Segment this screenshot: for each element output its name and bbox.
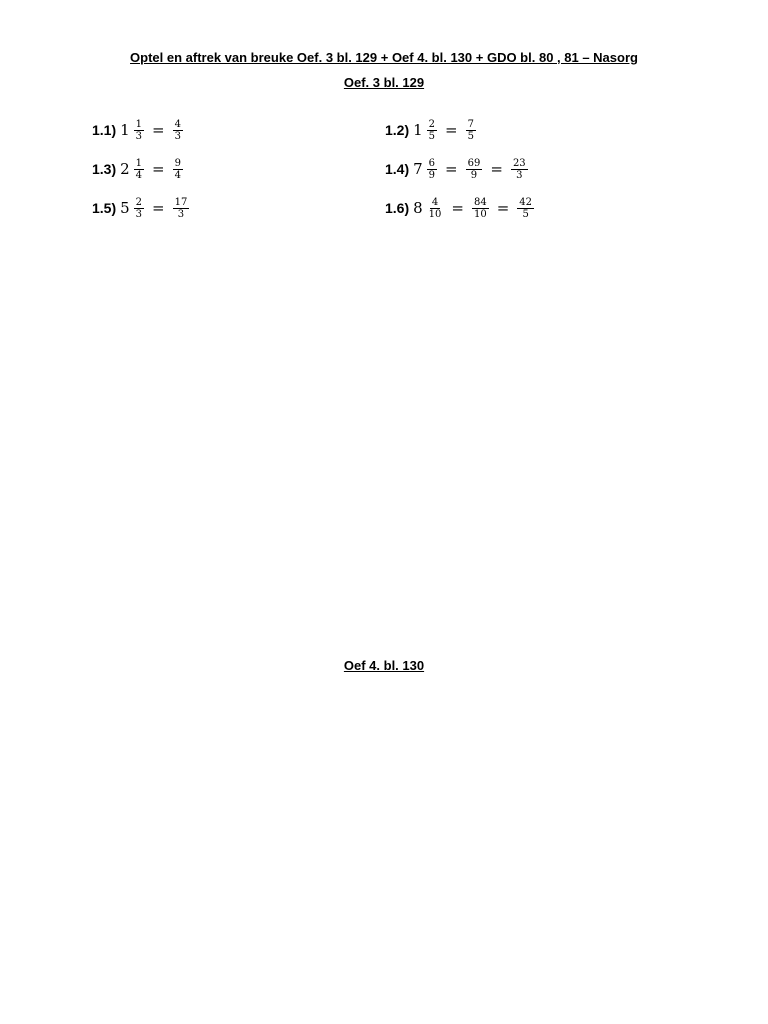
fraction (472, 197, 489, 220)
denominator: 10 (473, 208, 487, 220)
equation-1-1 (92, 112, 185, 148)
fraction (134, 158, 144, 181)
equation-1-5 (92, 190, 191, 226)
whole-number: 5 (120, 199, 130, 217)
numerator: 4 (431, 196, 439, 208)
fraction (134, 119, 144, 142)
denominator: 4 (174, 169, 181, 181)
equation-label: 1.4) (385, 161, 410, 177)
denominator: 3 (174, 130, 181, 142)
equals-sign: = (152, 121, 165, 139)
fraction (134, 197, 144, 220)
fraction (427, 158, 437, 181)
denominator: 5 (467, 130, 474, 142)
equation-1-4 (385, 151, 530, 187)
fraction (466, 158, 483, 181)
numerator: 17 (174, 196, 188, 208)
denominator: 3 (135, 130, 143, 142)
numerator: 2 (428, 118, 436, 130)
equals-sign: = (445, 160, 458, 178)
denominator: 10 (428, 208, 442, 220)
fraction (427, 119, 437, 142)
numerator: 6 (428, 157, 436, 169)
equals-sign: = (152, 160, 165, 178)
denominator: 5 (522, 208, 529, 220)
numerator: 1 (135, 118, 143, 130)
whole-number: 1 (413, 121, 423, 139)
numerator: 69 (467, 157, 481, 169)
numerator: 42 (519, 196, 533, 208)
section-heading-oef4: Oef 4. bl. 130 (343, 658, 425, 673)
equation-label: 1.5) (92, 200, 117, 216)
equation-1-6 (385, 190, 536, 226)
numerator: 4 (174, 118, 181, 130)
numerator: 2 (135, 196, 143, 208)
fraction (511, 158, 528, 181)
fraction (466, 119, 476, 142)
whole-number: 8 (413, 199, 423, 217)
equation-label: 1.6) (385, 200, 410, 216)
equals-sign: = (445, 121, 458, 139)
equals-sign: = (152, 199, 165, 217)
denominator: 3 (135, 208, 143, 220)
denominator: 4 (135, 169, 143, 181)
whole-number: 1 (120, 121, 130, 139)
equation-label: 1.1) (92, 122, 117, 138)
section-heading-oef3: Oef. 3 bl. 129 (343, 75, 425, 90)
denominator: 9 (428, 169, 436, 181)
numerator: 23 (512, 157, 526, 169)
numerator: 1 (135, 157, 143, 169)
denominator: 3 (177, 208, 185, 220)
fraction (517, 197, 534, 220)
equation-1-3 (92, 151, 185, 187)
fraction (427, 197, 444, 220)
equation-label: 1.3) (92, 161, 117, 177)
numerator: 7 (467, 118, 474, 130)
document-title: Optel en aftrek van breuke Oef. 3 bl. 129 + Oef 4. bl. 130 + GDO bl. 80 , 81 – Nasorg (130, 50, 638, 65)
fraction (173, 197, 190, 220)
denominator: 5 (428, 130, 436, 142)
fraction (173, 158, 183, 181)
equation-1-2 (385, 112, 478, 148)
equals-sign: = (451, 199, 464, 217)
equals-sign: = (490, 160, 503, 178)
whole-number: 2 (120, 160, 130, 178)
numerator: 9 (174, 157, 181, 169)
numerator: 84 (473, 196, 487, 208)
whole-number: 7 (413, 160, 423, 178)
fraction (173, 119, 183, 142)
equation-label: 1.2) (385, 122, 410, 138)
denominator: 3 (516, 169, 523, 181)
denominator: 9 (470, 169, 478, 181)
equals-sign: = (496, 199, 510, 217)
